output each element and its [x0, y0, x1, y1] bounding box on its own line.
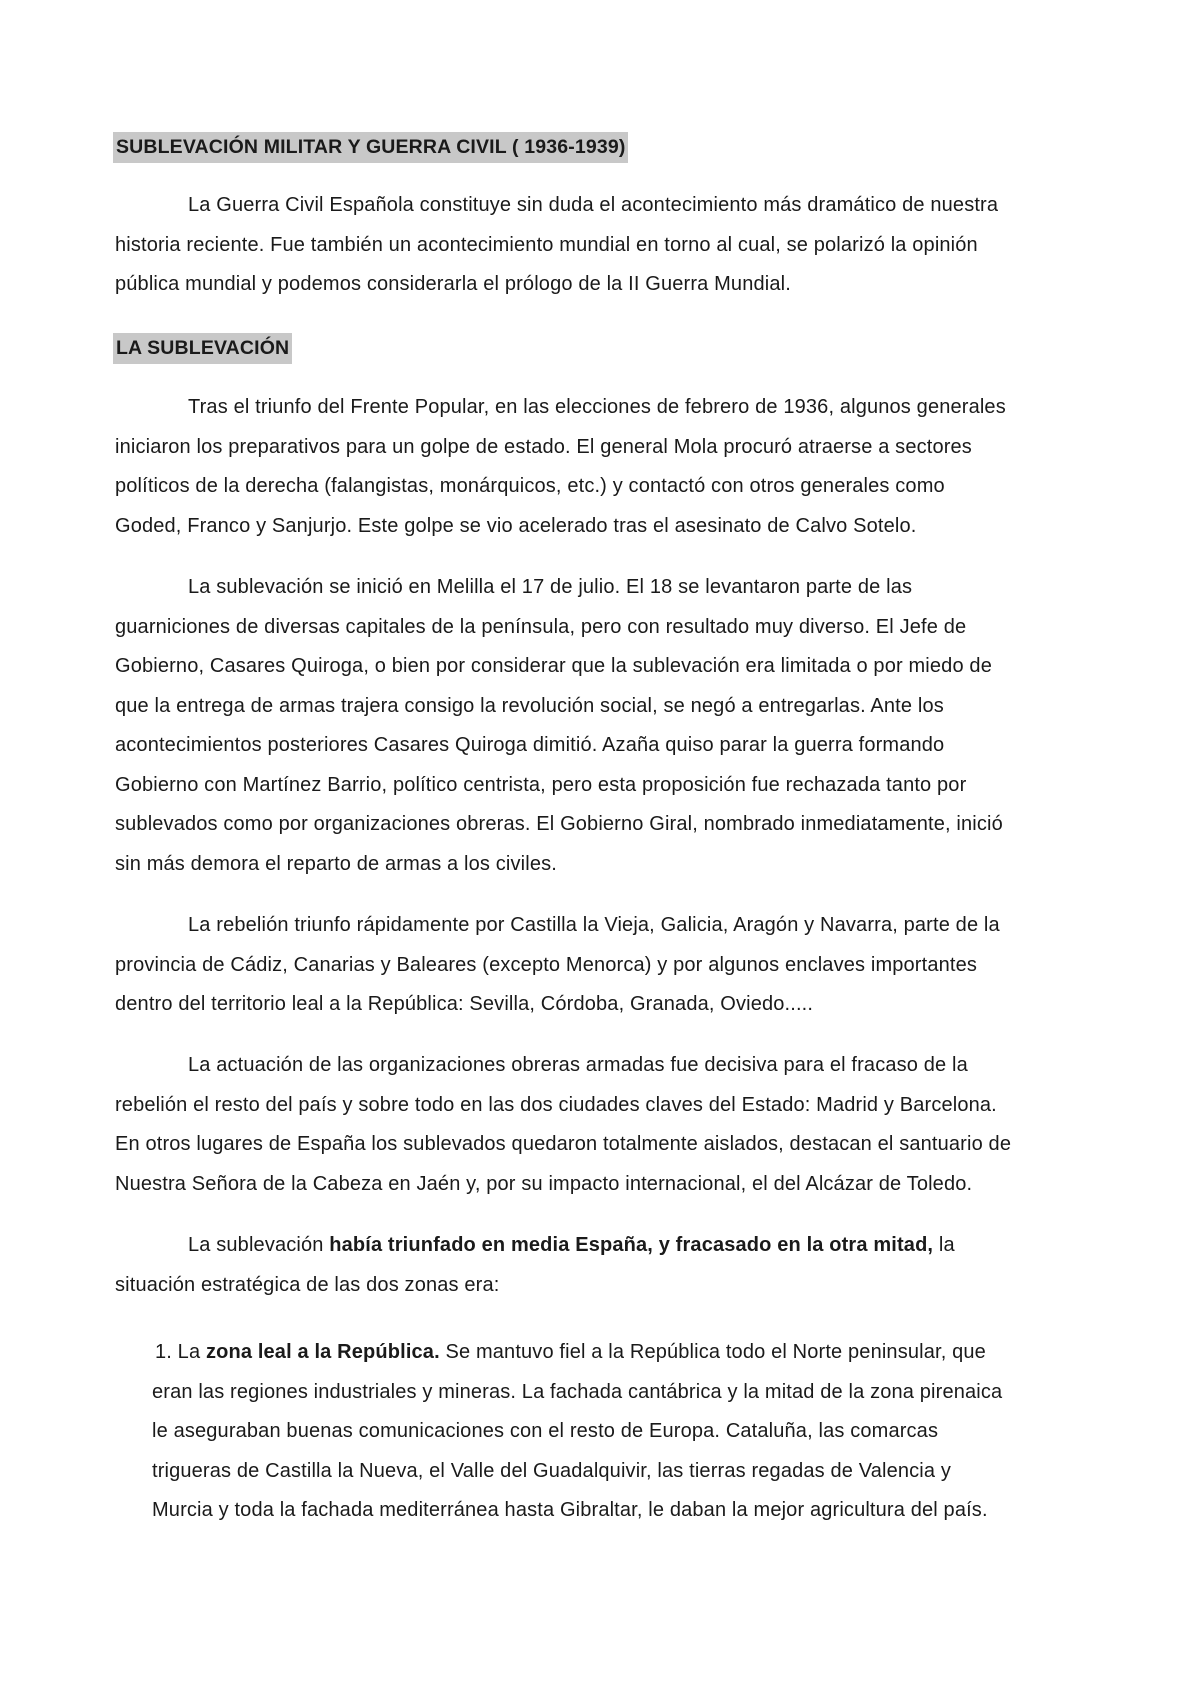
paragraph-line: guarniciones de diversas capitales de la península, pero con resultado muy diverso. El Jefe de [115, 615, 967, 638]
paragraph-line: sublevados como por organizaciones obreras. El Gobierno Giral, nombrado inmediatamente, inició [115, 813, 1003, 835]
list-item-line: trigueras de Castilla la Nueva, el Valle del Guadalquivir, las tierras regadas de Valencia y [152, 1459, 952, 1482]
paragraph-line: La sublevación se inició en Melilla el 17 de julio. El 18 se levantaron parte de las [188, 576, 913, 598]
numbered-list [152, 1333, 1112, 1531]
text-run: Se mantuvo fiel a la República todo el Norte peninsular, que [439, 1341, 986, 1363]
paragraph-line: acontecimientos posteriores Casares Quiroga dimitió. Azaña quiso parar la guerra formando [115, 734, 945, 756]
document-title: SUBLEVACIÓN MILITAR Y GUERRA CIVIL ( 1936-1939) [113, 132, 628, 163]
paragraph-line: rebelión el resto del país y sobre todo en las dos ciudades claves del Estado: Madrid y Barcelona. [115, 1093, 997, 1116]
paragraph-line: La actuación de las organizaciones obreras armadas fue decisiva para el fracaso de la [188, 1054, 968, 1076]
paragraph-line: Gobierno, Casares Quiroga, o bien por considerar que la sublevación era limitada o por miedo de [115, 655, 992, 677]
text-run: la [933, 1234, 955, 1256]
bold-text-run: zona leal a la República. [205, 1341, 440, 1363]
paragraph-line: iniciaron los preparativos para un golpe de estado. El general Mola procuró atraerse a sectores [115, 435, 972, 458]
paragraph-line: sin más demora el reparto de armas a los civiles. [115, 852, 557, 875]
list-item-number: 1. La [155, 1341, 206, 1363]
paragraph-line: La rebelión triunfo rápidamente por Castilla la Vieja, Galicia, Aragón y Navarra, parte de la [188, 914, 1000, 936]
list-item-line: eran las regiones industriales y mineras. La fachada cantábrica y la mitad de la zona pirenaica [152, 1380, 1003, 1403]
paragraph-line: provincia de Cádiz, Canarias y Baleares (excepto Menorca) y por algunos enclaves importantes [115, 953, 978, 976]
paragraph-line: que la entrega de armas trajera consigo la revolución social, se negó a entregarlas. Ante los [115, 694, 944, 717]
paragraph-5 [115, 1226, 1105, 1305]
intro-paragraph [115, 186, 1105, 305]
paragraph-line: Tras el triunfo del Frente Popular, en las elecciones de febrero de 1936, algunos generales [188, 396, 1006, 418]
list-item-line: Murcia y toda la fachada mediterránea hasta Gibraltar, le daban la mejor agricultura del país. [152, 1499, 988, 1521]
section-heading: LA SUBLEVACIÓN [113, 333, 292, 364]
paragraph-line: dentro del territorio leal a la República: Sevilla, Córdoba, Granada, Oviedo..... [115, 993, 814, 1015]
paragraph-line: historia reciente. Fue también un acontecimiento mundial en torno al cual, se polarizó la opinión [115, 233, 978, 256]
paragraph-line: pública mundial y podemos considerarla el prólogo de la II Guerra Mundial. [115, 273, 791, 295]
bold-text-run: había triunfado en media España, y fracasado en la otra mitad, [329, 1234, 934, 1256]
list-item-line [155, 1333, 1112, 1373]
paragraph-line: situación estratégica de las dos zonas era: [115, 1273, 500, 1296]
list-item-line: le aseguraban buenas comunicaciones con el resto de Europa. Cataluña, las comarcas [152, 1420, 939, 1442]
paragraph-line: Gobierno con Martínez Barrio, político centrista, pero esta proposición fue rechazada tanto por [115, 773, 967, 796]
paragraph-line: Goded, Franco y Sanjurjo. Este golpe se vio acelerado tras el asesinato de Calvo Sotelo. [115, 514, 917, 537]
paragraph-line [115, 1226, 1105, 1266]
paragraph-2 [115, 568, 1105, 884]
paragraph-line: En otros lugares de España los sublevados quedaron totalmente aislados, destacan el santuario de [115, 1133, 1012, 1155]
paragraph-line: políticos de la derecha (falangistas, monárquicos, etc.) y contactó con otros generales como [115, 475, 945, 497]
paragraph-line: La Guerra Civil Española constituye sin duda el acontecimiento más dramático de nuestra [188, 194, 999, 216]
paragraph-4 [115, 1046, 1105, 1204]
paragraph-1 [115, 388, 1105, 546]
paragraph-3 [115, 906, 1105, 1025]
paragraph-line: Nuestra Señora de la Cabeza en Jaén y, por su impacto internacional, el del Alcázar de Toledo. [115, 1172, 973, 1195]
text-run: La sublevación [188, 1234, 330, 1256]
